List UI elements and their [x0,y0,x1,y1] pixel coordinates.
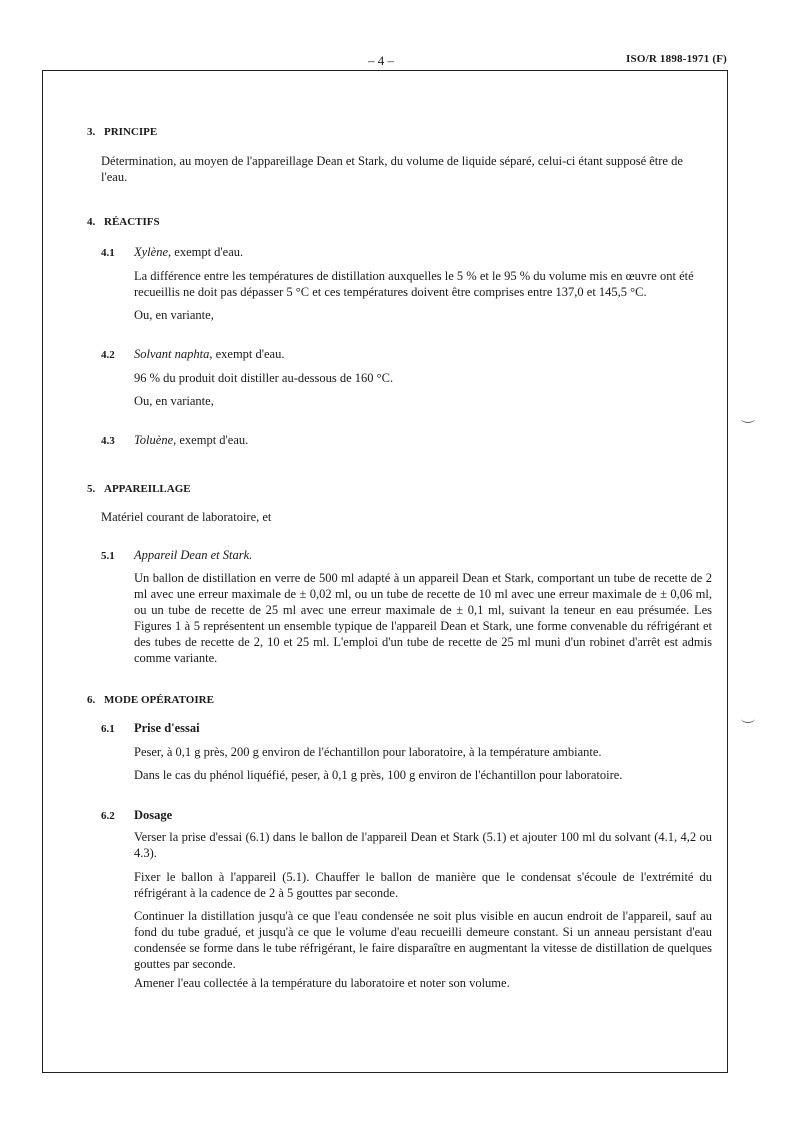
section-5-heading [87,483,191,495]
subsection-6-2-title: Dosage [134,808,173,822]
naphta-spec: 96 % du produit doit distiller au-dessous de 160 °C. [134,371,394,385]
scan-mark [741,714,755,723]
dosage-p4: Amener l'eau collectée à la température du laboratoire et noter son volume. [134,976,510,990]
scan-mark [741,414,755,423]
subsection-6-1-number: 6.1 [101,723,115,735]
prise-essai-p2: Dans le cas du phénol liquéfié, peser, à 0,1 g près, 100 g environ de l'échantillon pour laboratoire. [134,768,623,782]
section-5-number: 5. [87,483,96,495]
subsection-4-3-number: 4.3 [101,435,115,447]
section-4-number: 4. [87,216,96,228]
subsection-6-2-heading [101,808,172,823]
section-6-heading [87,694,214,706]
subsection-6-1-title: Prise d'essai [134,721,200,735]
section-5-title: APPAREILLAGE [104,483,191,495]
section-3-text: Détermination, au moyen de l'appareillage Dean et Stark, du volume de liquide séparé, celui-ci étant supposé être de l'eau. [101,154,683,184]
xylene-spec: La différence entre les températures de distillation auxquelles le 5 % et le 95 % du volume mis en œuvre ont été recueillis ne doit pas dépasser 5 °C et ces températures doivent être comprises entre 137,0 et 145,5 °C. [134,269,694,299]
xylene-name: Xylène [134,245,169,259]
dean-stark-name: Appareil Dean et Stark. [134,548,253,562]
section-4-heading [87,216,160,228]
subsection-6-1-heading [101,721,200,736]
naphta-name: Solvant naphta [134,347,210,361]
prise-essai-p1: Peser, à 0,1 g près, 200 g environ de l'échantillon pour laboratoire, à la température ambiante. [134,745,602,759]
dosage-p2: Fixer le ballon à l'appareil (5.1). Chauffer le ballon de manière que le condensat s'écoule de l'extrémité du réfrigérant à la cadence de 2 à 5 gouttes par seconde. [134,870,712,900]
dean-stark-description: Un ballon de distillation en verre de 500 ml adapté à un appareil Dean et Stark, comportant un tube de recette de 2 ml avec une erreur maximale de ± 0,02 ml, ou un tube de recette de 10 ml avec une erreur maximale de ± 0,06 ml, ou un tube de recette de 25 ml avec une erreur maximale de ± 0,1 ml, suivant la teneur en eau présumée. Les Figures 1 à 5 représentent un ensemble typique de l'appareil Dean et Stark, une forme convenable du réfrigérant et des tubes de recette de 2, 10 et 25 ml. L'emploi d'un tube de recette de 25 ml muni d'un robinet d'arrêt est admis comme variante. [134,571,712,665]
xylene-desc: , exempt d'eau. [168,245,244,259]
dosage-p3: Continuer la distillation jusqu'à ce que l'eau condensée ne soit plus visible en aucun endroit de l'appareil, sauf au fond du tube gradué, et jusqu'à ce que le volume d'eau recueilli demeure constant. Si un anneau persistant d'eau condensée se forme dans le tube réfrigérant, le faire disparaître en augmentant la vitesse de distillation de quelques gouttes par seconde. [134,909,712,971]
toluene-desc: , exempt d'eau. [173,433,249,447]
section-6-title: MODE OPÉRATOIRE [104,694,214,706]
page-number: – 4 – [368,53,394,68]
section-4-title: RÉACTIFS [104,216,160,228]
dosage-p1: Verser la prise d'essai (6.1) dans le ballon de l'appareil Dean et Stark (5.1) et ajouter 100 ml du solvant (4.1, 4,2 ou 4.3). [134,830,712,860]
section-6-number: 6. [87,694,96,706]
subsection-4-2-heading [101,347,284,362]
toluene-name: Toluène [134,433,174,447]
subsection-4-1-heading [101,245,243,260]
subsection-6-2-number: 6.2 [101,810,115,822]
subsection-5-1-number: 5.1 [101,550,115,562]
subsection-4-2-number: 4.2 [101,349,115,361]
xylene-variant: Ou, en variante, [134,308,214,322]
subsection-4-1-number: 4.1 [101,247,115,259]
section-3-heading [87,126,157,138]
document-reference: ISO/R 1898-1971 (F) [626,53,727,65]
section-3-number: 3. [87,126,96,138]
subsection-5-1-heading [101,548,252,563]
naphta-desc: , exempt d'eau. [209,347,285,361]
subsection-4-3-heading [101,433,248,448]
section-3-title: PRINCIPE [104,126,158,138]
naphta-variant: Ou, en variante, [134,394,214,408]
section-5-intro: Matériel courant de laboratoire, et [101,510,272,524]
